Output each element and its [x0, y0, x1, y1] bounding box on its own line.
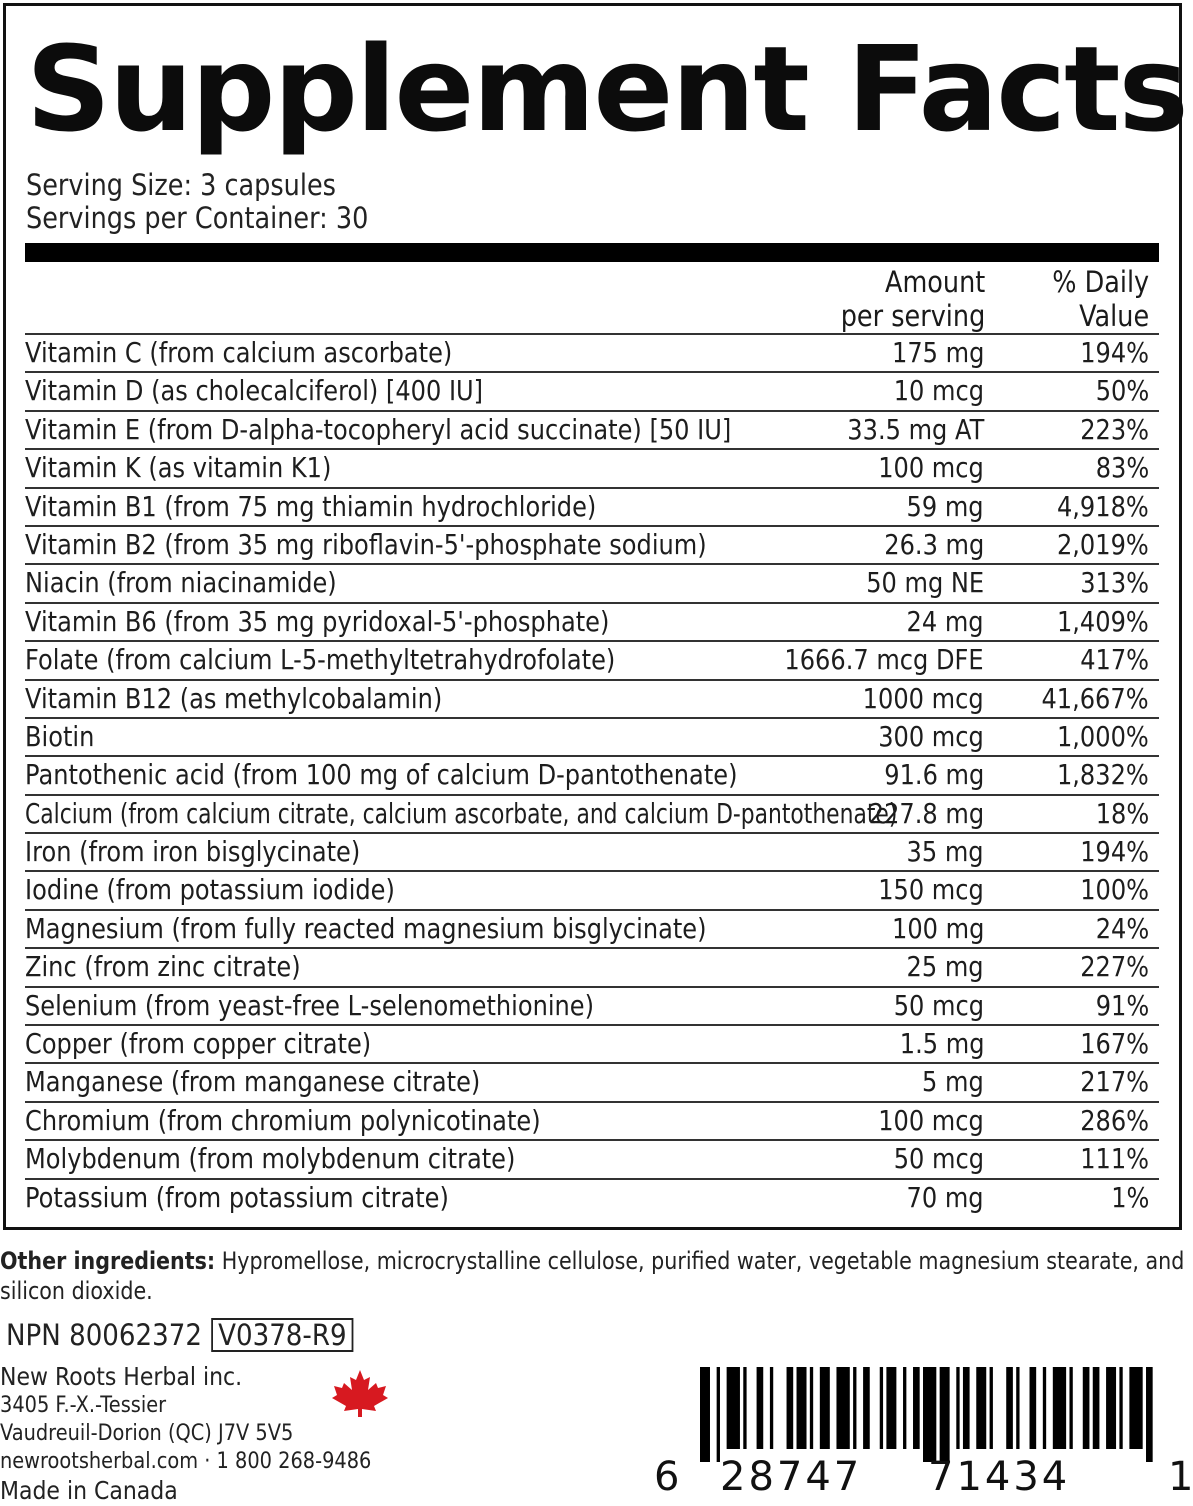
nutrient-amount: 50 mcg — [893, 988, 984, 1022]
nutrient-row — [25, 448, 1159, 486]
barcode — [700, 1367, 1156, 1462]
nutrient-daily-value: 83% — [1095, 451, 1149, 485]
barcode-bar — [1083, 1367, 1090, 1449]
barcode-bar — [1043, 1367, 1046, 1449]
nutrient-amount: 100 mcg — [878, 1103, 984, 1137]
nutrient-row — [25, 1062, 1159, 1100]
nutrient-row — [25, 487, 1159, 525]
nutrient-row — [25, 602, 1159, 640]
nutrient-row — [25, 333, 1159, 371]
barcode-digit-last: 1 — [1168, 1454, 1193, 1500]
nutrient-daily-value: 24% — [1095, 911, 1149, 945]
nutrient-daily-value: 91% — [1095, 988, 1149, 1022]
nutrient-amount: 1000 mcg — [863, 681, 984, 715]
nutrient-name: Magnesium (from fully reacted magnesium bisglycinate) — [25, 911, 707, 945]
nutrient-name: Chromium (from chromium polynicotinate) — [25, 1103, 541, 1137]
nutrient-amount: 33.5 mg AT — [847, 412, 984, 446]
barcode-bar — [1146, 1367, 1153, 1462]
barcode-bar — [923, 1367, 936, 1462]
nutrient-daily-value: 167% — [1080, 1027, 1149, 1061]
nutrient-amount: 24 mg — [906, 604, 984, 638]
nutrient-amount: 70 mg — [906, 1180, 984, 1214]
nutrient-daily-value: 2,019% — [1057, 527, 1149, 561]
header-daily-value — [1052, 265, 1149, 333]
nutrient-amount: 10 mcg — [893, 374, 984, 408]
nutrient-name: Vitamin K (as vitamin K1) — [25, 451, 332, 485]
nutrient-amount: 91.6 mg — [883, 758, 984, 792]
company-contact: newrootsherbal.com · 1 800 268-9486 — [0, 1449, 372, 1474]
nutrient-name: Pantothenic acid (from 100 mg of calcium D-pantothenate) — [25, 758, 738, 792]
barcode-bar — [976, 1367, 986, 1449]
barcode-bar — [770, 1367, 773, 1449]
other-ingredients-text: Hypromellose, microcrystalline cellulose, purified water, vegetable magnesium stearate, and silicon dioxide. — [0, 1247, 1185, 1305]
barcode-bar — [700, 1367, 710, 1462]
barcode-bar — [913, 1367, 920, 1449]
header-dv-line1: % Daily — [1052, 265, 1149, 299]
barcode-bar — [727, 1367, 740, 1449]
nutrient-amount: 5 mg — [922, 1065, 984, 1099]
nutrient-daily-value: 1% — [1110, 1180, 1149, 1214]
other-ingredients-label: Other ingredients: — [0, 1247, 216, 1275]
nutrient-row — [25, 717, 1159, 755]
nutrient-name: Biotin — [25, 719, 95, 753]
nutrient-name: Selenium (from yeast-free L-selenomethionine) — [25, 988, 595, 1022]
nutrient-amount: 227.8 mg — [868, 796, 984, 830]
barcode-bar — [820, 1367, 830, 1449]
nutrient-daily-value: 41,667% — [1041, 681, 1149, 715]
nutrient-name: Vitamin B12 (as methylcobalamin) — [25, 681, 443, 715]
barcode-bar — [963, 1367, 970, 1449]
nutrient-row — [25, 1178, 1159, 1216]
nutrient-daily-value: 217% — [1080, 1065, 1149, 1099]
barcode-bar — [1129, 1367, 1142, 1449]
barcode-bar — [1119, 1367, 1122, 1449]
serving-size: Serving Size: 3 capsules — [26, 168, 336, 202]
nutrient-name: Iodine (from potassium iodide) — [25, 873, 395, 907]
nutrient-row — [25, 909, 1159, 947]
panel-title: Supplement Facts — [26, 20, 1187, 158]
nutrient-name: Potassium (from potassium citrate) — [25, 1180, 449, 1214]
header-amount — [840, 265, 985, 333]
lot-code-box: V0378-R9 — [211, 1318, 354, 1352]
nutrient-amount: 50 mcg — [893, 1142, 984, 1176]
barcode-digits-right: 71434 — [928, 1454, 1071, 1500]
other-ingredients — [0, 1246, 1185, 1306]
barcode-bar — [1006, 1367, 1013, 1449]
barcode-bar — [1053, 1367, 1066, 1449]
barcode-bar — [990, 1367, 993, 1449]
nutrient-daily-value: 223% — [1080, 412, 1149, 446]
nutrient-table — [25, 333, 1159, 1216]
nutrient-name: Niacin (from niacinamide) — [25, 566, 337, 600]
nutrient-daily-value: 4,918% — [1057, 489, 1149, 523]
nutrient-daily-value: 18% — [1095, 796, 1149, 830]
company-address-1: 3405 F.-X.-Tessier — [0, 1393, 167, 1418]
nutrient-name: Zinc (from zinc citrate) — [25, 950, 301, 984]
nutrient-amount: 100 mg — [891, 911, 984, 945]
maple-leaf-icon — [330, 1368, 390, 1418]
barcode-bar — [1093, 1367, 1100, 1449]
barcode-bar — [810, 1367, 813, 1449]
nutrient-name: Molybdenum (from molybdenum citrate) — [25, 1142, 516, 1176]
nutrient-row — [25, 986, 1159, 1024]
barcode-bar — [853, 1367, 856, 1449]
barcode-digits-left: 28747 — [720, 1454, 863, 1500]
thick-divider — [25, 243, 1159, 262]
nutrient-daily-value: 227% — [1080, 950, 1149, 984]
nutrient-daily-value: 111% — [1080, 1142, 1149, 1176]
nutrient-name: Vitamin B1 (from 75 mg thiamin hydrochloride) — [25, 489, 597, 523]
barcode-bar — [757, 1367, 764, 1449]
nutrient-row — [25, 1139, 1159, 1177]
nutrient-daily-value: 1,000% — [1057, 719, 1149, 753]
nutrient-row — [25, 832, 1159, 870]
barcode-bar — [1016, 1367, 1019, 1449]
nutrient-row — [25, 755, 1159, 793]
barcode-bar — [940, 1367, 950, 1462]
nutrient-row — [25, 525, 1159, 563]
nutrient-row — [25, 640, 1159, 678]
nutrient-name: Vitamin E (from D-alpha-tocopheryl acid succinate) [50 IU] — [25, 412, 732, 446]
header-amount-line2: per serving — [840, 299, 985, 333]
nutrient-amount: 50 mg NE — [866, 566, 984, 600]
barcode-bar — [797, 1367, 807, 1449]
nutrient-amount: 300 mcg — [878, 719, 984, 753]
nutrient-row — [25, 563, 1159, 601]
company-address-2: Vaudreuil-Dorion (QC) J7V 5V5 — [0, 1421, 294, 1446]
nutrient-name: Calcium (from calcium citrate, calcium ascorbate, and calcium D-pantothenate) — [25, 796, 898, 830]
nutrient-row — [25, 947, 1159, 985]
nutrient-row — [25, 794, 1159, 832]
nutrient-name: Vitamin C (from calcium ascorbate) — [25, 336, 453, 369]
barcode-bar — [880, 1367, 883, 1449]
barcode-bar — [863, 1367, 870, 1449]
barcode-bar — [903, 1367, 906, 1449]
header-dv-line2: Value — [1078, 299, 1149, 333]
nutrient-name: Folate (from calcium L-5-methyltetrahydrofolate) — [25, 643, 616, 677]
nutrient-daily-value: 1,832% — [1057, 758, 1149, 792]
nutrient-name: Iron (from iron bisglycinate) — [25, 835, 361, 869]
barcode-bar — [717, 1367, 720, 1462]
barcode-bar — [787, 1367, 794, 1449]
nutrient-name: Vitamin B6 (from 35 mg pyridoxal-5'-phosphate) — [25, 604, 610, 638]
nutrient-name: Vitamin B2 (from 35 mg riboflavin-5'-phosphate sodium) — [25, 527, 707, 561]
nutrient-row — [25, 410, 1159, 448]
nutrient-amount: 35 mg — [906, 835, 984, 869]
nutrient-daily-value: 286% — [1080, 1103, 1149, 1137]
nutrient-row — [25, 371, 1159, 409]
barcode-bar — [886, 1367, 896, 1449]
nutrient-daily-value: 194% — [1080, 835, 1149, 869]
nutrient-amount: 26.3 mg — [883, 527, 984, 561]
barcode-bar — [1106, 1367, 1116, 1449]
nutrient-amount: 100 mcg — [878, 451, 984, 485]
nutrient-name: Vitamin D (as cholecalciferol) [400 IU] — [25, 374, 484, 408]
nutrient-daily-value: 50% — [1095, 374, 1149, 408]
nutrient-name: Manganese (from manganese citrate) — [25, 1065, 481, 1099]
npn-line — [6, 1318, 354, 1352]
nutrient-daily-value: 100% — [1080, 873, 1149, 907]
nutrient-amount: 25 mg — [906, 950, 984, 984]
barcode-bar — [743, 1367, 746, 1449]
nutrient-row — [25, 1101, 1159, 1139]
barcode-digit-first: 6 — [654, 1454, 680, 1500]
nutrient-amount: 175 mg — [891, 336, 984, 369]
nutrient-name: Copper (from copper citrate) — [25, 1027, 372, 1061]
nutrient-row — [25, 870, 1159, 908]
made-in: Made in Canada — [0, 1476, 178, 1505]
nutrient-daily-value: 417% — [1080, 643, 1149, 677]
nutrient-daily-value: 313% — [1080, 566, 1149, 600]
nutrient-amount: 1666.7 mcg DFE — [784, 643, 984, 677]
company-name: New Roots Herbal inc. — [0, 1362, 243, 1391]
barcode-bar — [1030, 1367, 1037, 1449]
npn-number: NPN 80062372 — [6, 1318, 202, 1352]
barcode-bar — [956, 1367, 959, 1449]
servings-per-container: Servings per Container: 30 — [26, 201, 369, 235]
nutrient-row — [25, 679, 1159, 717]
nutrient-daily-value: 194% — [1080, 336, 1149, 369]
nutrient-amount: 1.5 mg — [899, 1027, 984, 1061]
nutrient-row — [25, 1024, 1159, 1062]
barcode-bar — [1069, 1367, 1072, 1449]
nutrient-daily-value: 1,409% — [1057, 604, 1149, 638]
header-amount-line1: Amount — [884, 265, 985, 299]
nutrient-amount: 150 mcg — [878, 873, 984, 907]
nutrient-amount: 59 mg — [906, 489, 984, 523]
barcode-bar — [836, 1367, 849, 1449]
